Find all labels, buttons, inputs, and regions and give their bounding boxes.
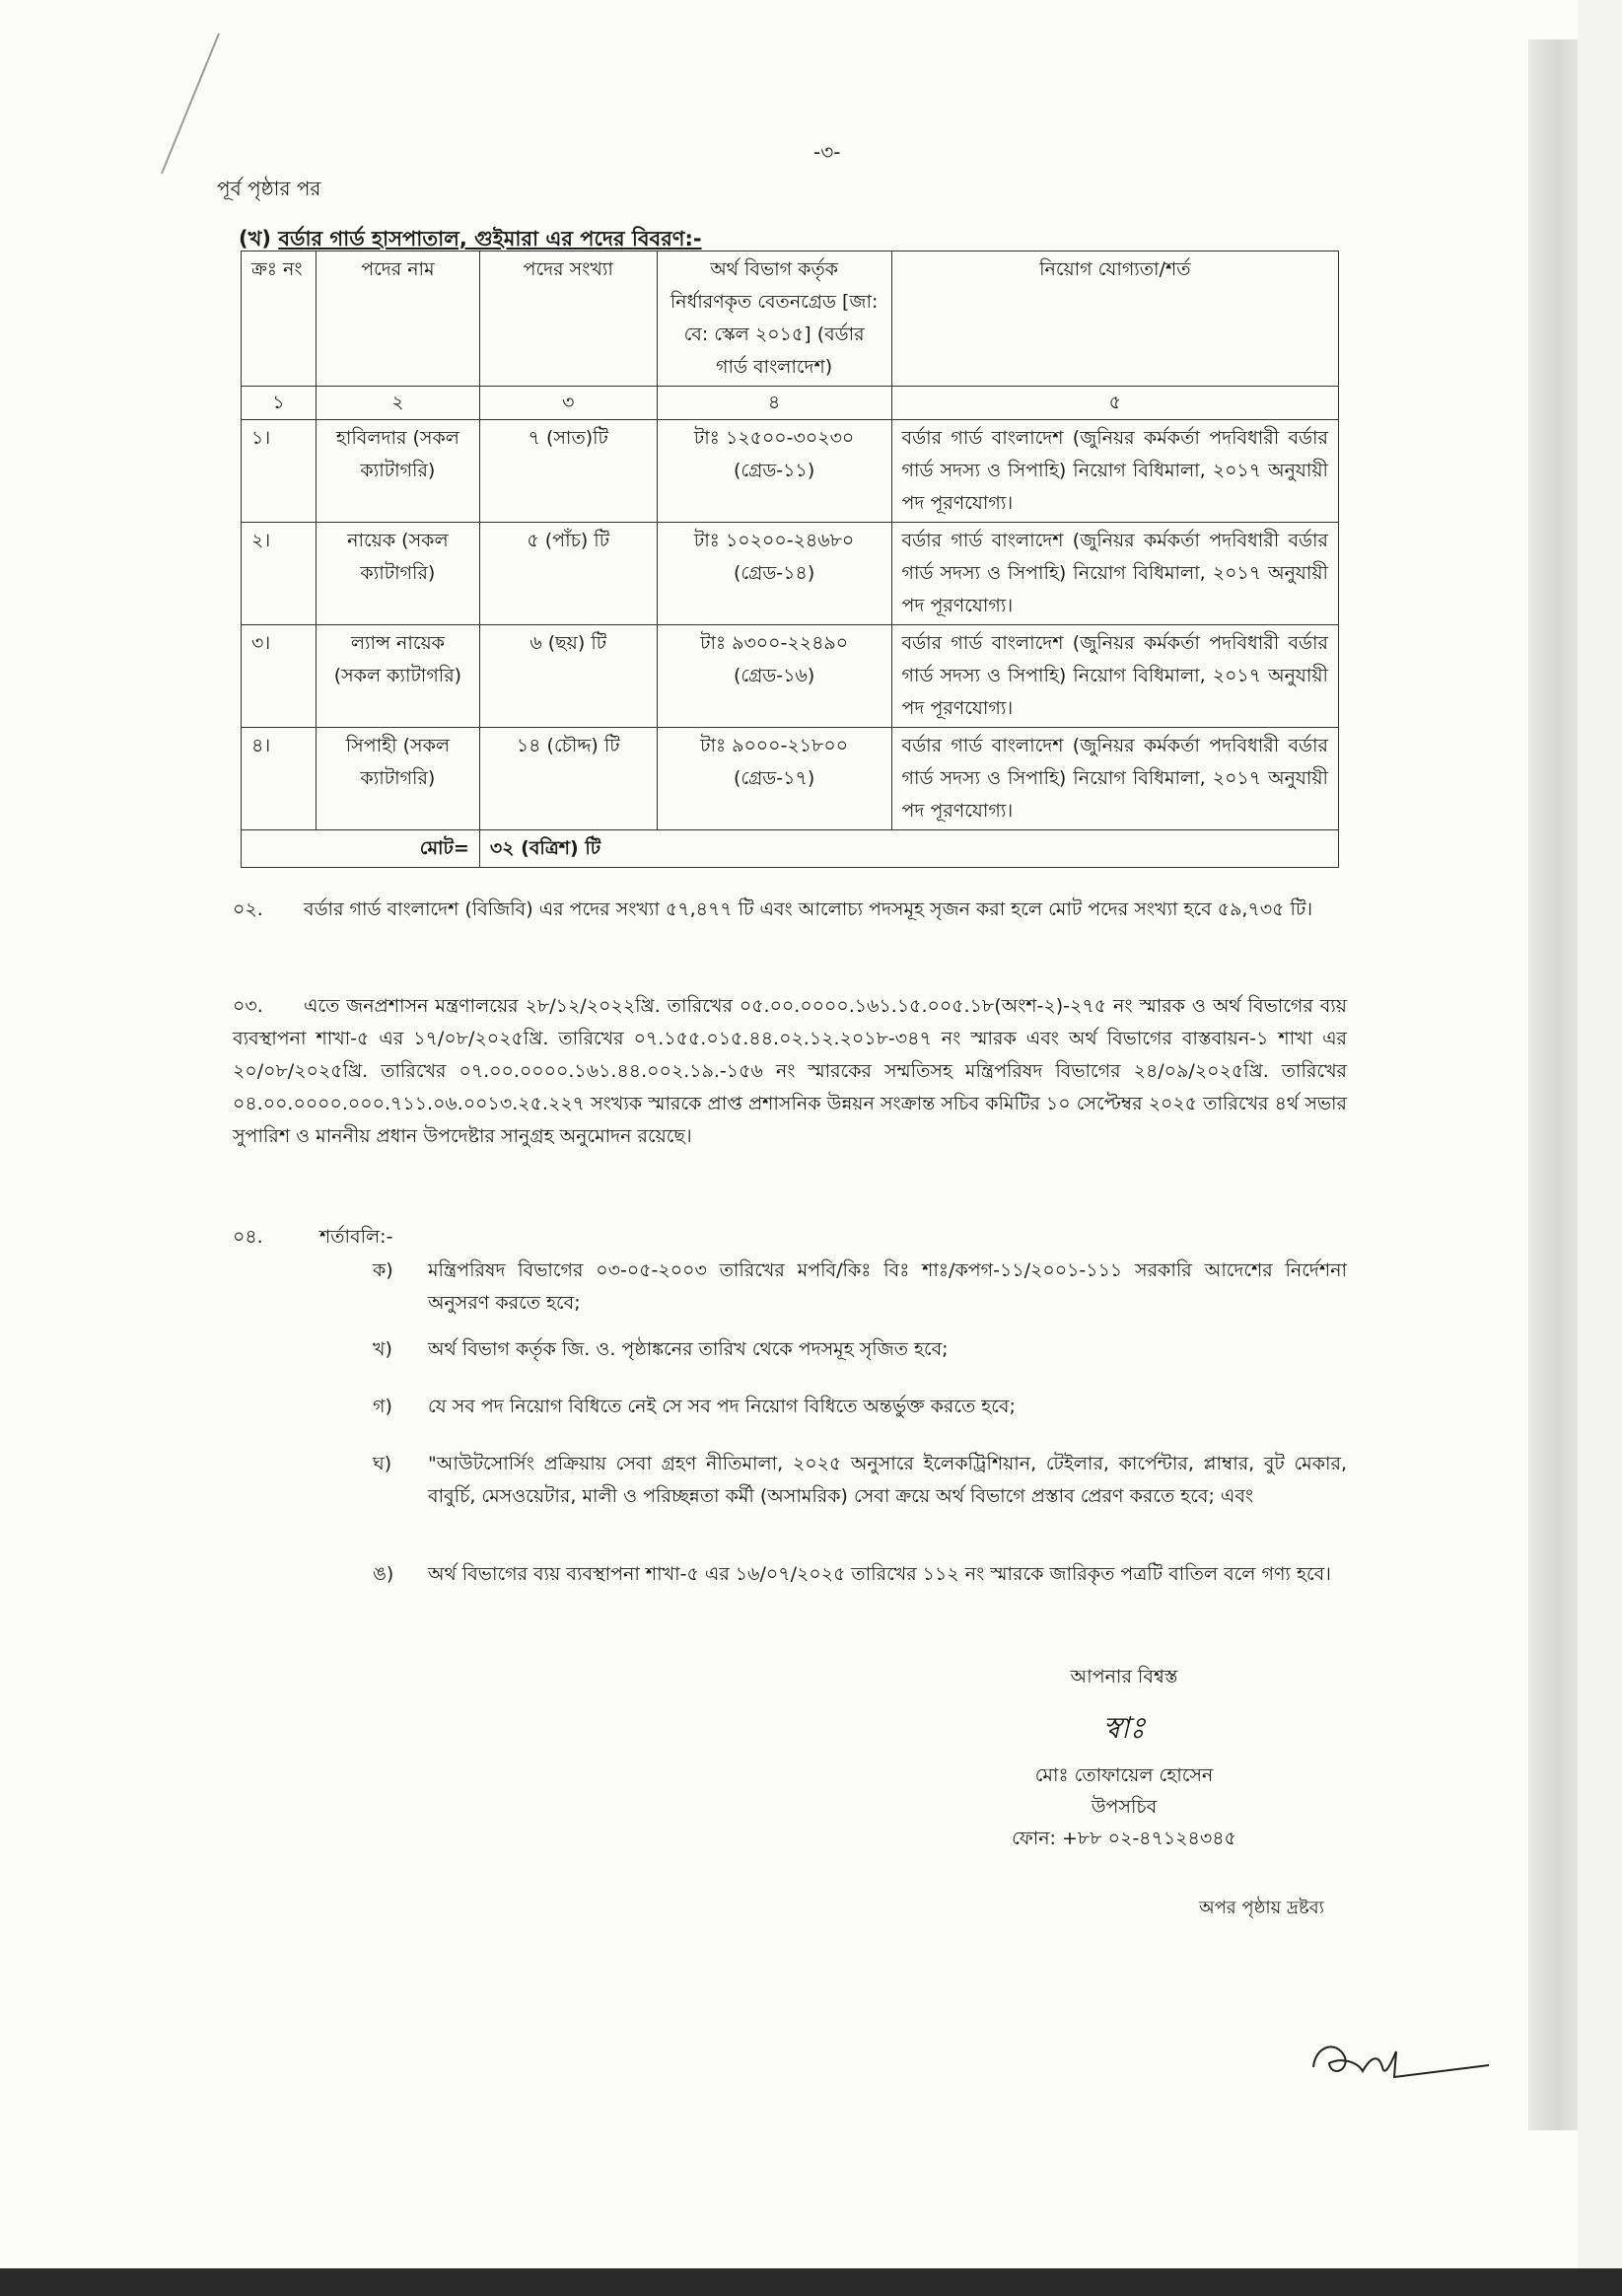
row-post-name: ল্যান্স নায়েক (সকল ক্যাটাগরি) (316, 625, 479, 728)
condition-item (373, 1333, 1347, 1366)
condition-text: যে সব পদ নিয়োগ বিধিতে নেই সে সব পদ নিয়োগ বিধিতে অন্তর্ভুক্ত করতে হবে; (428, 1396, 1016, 1417)
signatory-phone: ফোন: +৮৮ ০২-৪৭১২৪৩৪৫ (1012, 1828, 1236, 1849)
section-title-prefix: (খ) (239, 227, 279, 251)
row-condition: বর্ডার গার্ড বাংলাদেশ (জুনিয়র কর্মকর্তা পদবিধারী বর্ডার গার্ড সদস্য ও সিপাহি) নিয়োগ বিধিমালা, ২০১৭ অনুযায়ী পদ পূরণযোগ্য। (891, 728, 1338, 830)
condition-label: খ) (373, 1338, 392, 1360)
condition-item (373, 1448, 1347, 1513)
column-number: ২ (316, 387, 479, 420)
header-post-count: পদের সংখ্যা (479, 251, 657, 387)
condition-item (373, 1255, 1347, 1320)
column-number: ৫ (891, 387, 1338, 420)
row-serial: ৪। (242, 728, 317, 830)
signatory-designation: উপসচিব (1091, 1796, 1158, 1818)
conditions-title: শর্তাবলি:- (319, 1226, 393, 1248)
paragraph-text: বর্ডার গার্ড বাংলাদেশ (বিজিবি) এর পদের সংখ্যা ৫৭,৪৭৭ টি এবং আলোচ্য পদসমূহ সৃজন করা হলে মোট পদের সংখ্যা হবে ৫৯,৭৩৫ টি। (304, 898, 1313, 920)
initial-signature (1302, 2028, 1499, 2097)
row-condition: বর্ডার গার্ড বাংলাদেশ (জুনিয়র কর্মকর্তা পদবিধারী বর্ডার গার্ড সদস্য ও সিপাহি) নিয়োগ বিধিমালা, ২০১৭ অনুযায়ী পদ পূরণযোগ্য। (891, 420, 1338, 523)
signatory-name: মোঃ তোফায়েল হোসেন (1034, 1764, 1214, 1786)
row-pay-grade: টাঃ ১২৫০০-৩০২৩০ (গ্রেড-১১) (657, 420, 891, 523)
header-serial: ক্রঃ নং (242, 251, 317, 387)
scan-corner-line (158, 30, 227, 178)
row-post-name: হাবিলদার (সকল ক্যাটাগরি) (316, 420, 479, 523)
condition-item (373, 1391, 1347, 1423)
table-row (242, 523, 1339, 625)
page-number: -৩- (813, 140, 841, 164)
total-value: ৩২ (বত্রিশ) টি (479, 830, 1338, 868)
header-pay-grade: অর্থ বিভাগ কর্তৃক নির্ধারণকৃত বেতনগ্রেড [জা: বে: স্কেল ২০১৫] (বর্ডার গার্ড বাংলাদেশ) (657, 251, 891, 387)
row-serial: ২। (242, 523, 317, 625)
paragraph-03 (233, 990, 1347, 1153)
paragraph-number: ০৩. (233, 995, 263, 1017)
row-pay-grade: টাঃ ৯৩০০-২২৪৯০ (গ্রেড-১৬) (657, 625, 891, 728)
paragraph-text: এতে জনপ্রশাসন মন্ত্রণালয়ের ২৮/১২/২০২২খ্রি. তারিখের ০৫.০০.০০০০.১৬১.১৫.০০৫.১৮(অংশ-২)-২৭৫ নং স্মারক ও অর্থ বিভাগের ব্যয় ব্যবস্থাপনা শাখা-৫ এর ১৭/০৮/২০২৫খ্রি. তারিখের ০৭.১৫৫.০১৫.৪৪.০২.১২.২০১৮-৩৪৭ নং স্মারক এবং অর্থ বিভাগের বাস্তবায়ন-১ শাখা এর ২০/০৮/২০২৫খ্রি. তারিখের ০৭.০০.০০০০.১৬১.৪৪.০০২.১৯.-১৫৬ নং স্মারকের সম্মতিসহ মন্ত্রিপরিষদ বিভাগের ২৪/০৯/২০২৫খ্রি. তারিখের ০৪.০০.০০০০.০০০.৭১১.০৬.০০১৩.২৫.২২৭ সংখ্যক স্মারকে প্রাপ্ত প্রশাসনিক উন্নয়ন সংক্রান্ত সচিব কমিটির ১০ সেপ্টেম্বর ২০২৫ তারিখের ৪র্থ সভার সুপারিশ ও মাননীয় প্রধান উপদেষ্টার সানুগ্রহ অনুমোদন রয়েছে। (233, 995, 1347, 1147)
continued-overleaf-note: অপর পৃষ্ঠায় দ্রষ্টব্য (1199, 1898, 1324, 1918)
condition-text: অর্থ বিভাগ কর্তৃক জি. ও. পৃষ্ঠাঙ্কনের তারিখ থেকে পদসমূহ সৃজিত হবে; (428, 1338, 949, 1360)
row-post-name: নায়েক (সকল ক্যাটাগরি) (316, 523, 479, 625)
column-number: ৩ (479, 387, 657, 420)
row-serial: ১। (242, 420, 317, 523)
signature-mark: স্বাঃ (1102, 1711, 1146, 1746)
row-post-count: ৬ (ছয়) টি (479, 625, 657, 728)
paragraph-02 (233, 894, 1347, 926)
table-total-row (242, 830, 1339, 868)
scan-shadow (1528, 39, 1578, 2130)
row-pay-grade: টাঃ ১০২০০-২৪৬৮০ (গ্রেড-১৪) (657, 523, 891, 625)
condition-label: ঘ) (373, 1453, 392, 1474)
row-condition: বর্ডার গার্ড বাংলাদেশ (জুনিয়র কর্মকর্তা পদবিধারী বর্ডার গার্ড সদস্য ও সিপাহি) নিয়োগ বিধিমালা, ২০১৭ অনুযায়ী পদ পূরণযোগ্য। (891, 625, 1338, 728)
condition-text: "আউটসোর্সিং প্রক্রিয়ায় সেবা গ্রহণ নীতিমালা, ২০২৫ অনুসারে ইলেকট্রিশিয়ান, টেইলার, কার্পেন্টার, প্লাম্বার, বুট মেকার, বাবুর্চি, মেসওয়েটার, মালী ও পরিচ্ছন্নতা কর্মী (অসামরিক) সেবা ক্রয়ে অর্থ বিভাগে প্রস্তাব প্রেরণ করতে হবে; এবং (428, 1453, 1347, 1507)
row-post-count: ৫ (পাঁচ) টি (479, 523, 657, 625)
condition-label: ক) (373, 1259, 393, 1281)
total-label: মোট= (242, 830, 480, 868)
condition-text: অর্থ বিভাগের ব্যয় ব্যবস্থাপনা শাখা-৫ এর ১৬/০৭/২০২৫ তারিখের ১১২ নং স্মারকে জারিকৃত পত্রটি বাতিল বলে গণ্য হবে। (428, 1563, 1331, 1585)
continued-from-previous: পূর্ব পৃষ্ঠার পর (217, 177, 321, 200)
row-post-count: ৭ (সাত)টি (479, 420, 657, 523)
column-number-row (242, 387, 1339, 420)
scan-edge (0, 2268, 1622, 2296)
table-row (242, 625, 1339, 728)
table-row (242, 728, 1339, 830)
condition-item (373, 1558, 1347, 1591)
column-number: ৪ (657, 387, 891, 420)
table-row (242, 420, 1339, 523)
posts-table (241, 251, 1339, 868)
header-post-name: পদের নাম (316, 251, 479, 387)
section-title-text: বর্ডার গার্ড হাসপাতাল, গুইমারা এর পদের বিবরণ:- (278, 227, 702, 251)
closing-line: আপনার বিশ্বস্ত (1070, 1666, 1178, 1687)
conditions-heading (233, 1223, 392, 1255)
table-header-row (242, 251, 1339, 387)
row-condition: বর্ডার গার্ড বাংলাদেশ (জুনিয়র কর্মকর্তা পদবিধারী বর্ডার গার্ড সদস্য ও সিপাহি) নিয়োগ বিধিমালা, ২০১৭ অনুযায়ী পদ পূরণযোগ্য। (891, 523, 1338, 625)
column-number: ১ (242, 387, 317, 420)
row-pay-grade: টাঃ ৯০০০-২১৮০০ (গ্রেড-১৭) (657, 728, 891, 830)
condition-label: গ) (373, 1396, 392, 1417)
condition-text: মন্ত্রিপরিষদ বিভাগের ০৩-০৫-২০০৩ তারিখের মপবি/কিঃ বিঃ শাঃ/কপগ-১১/২০০১-১১১ সরকারি আদেশের নির্দেশনা অনুসরণ করতে হবে; (428, 1259, 1347, 1314)
condition-label: ঙ) (373, 1563, 394, 1585)
row-post-count: ১৪ (চৌদ্দ) টি (479, 728, 657, 830)
header-eligibility: নিয়োগ যোগ্যতা/শর্ত (891, 251, 1338, 387)
row-post-name: সিপাহী (সকল ক্যাটাগরি) (316, 728, 479, 830)
paragraph-number: ০২. (233, 898, 263, 920)
paragraph-number: ০৪. (233, 1226, 263, 1248)
row-serial: ৩। (242, 625, 317, 728)
